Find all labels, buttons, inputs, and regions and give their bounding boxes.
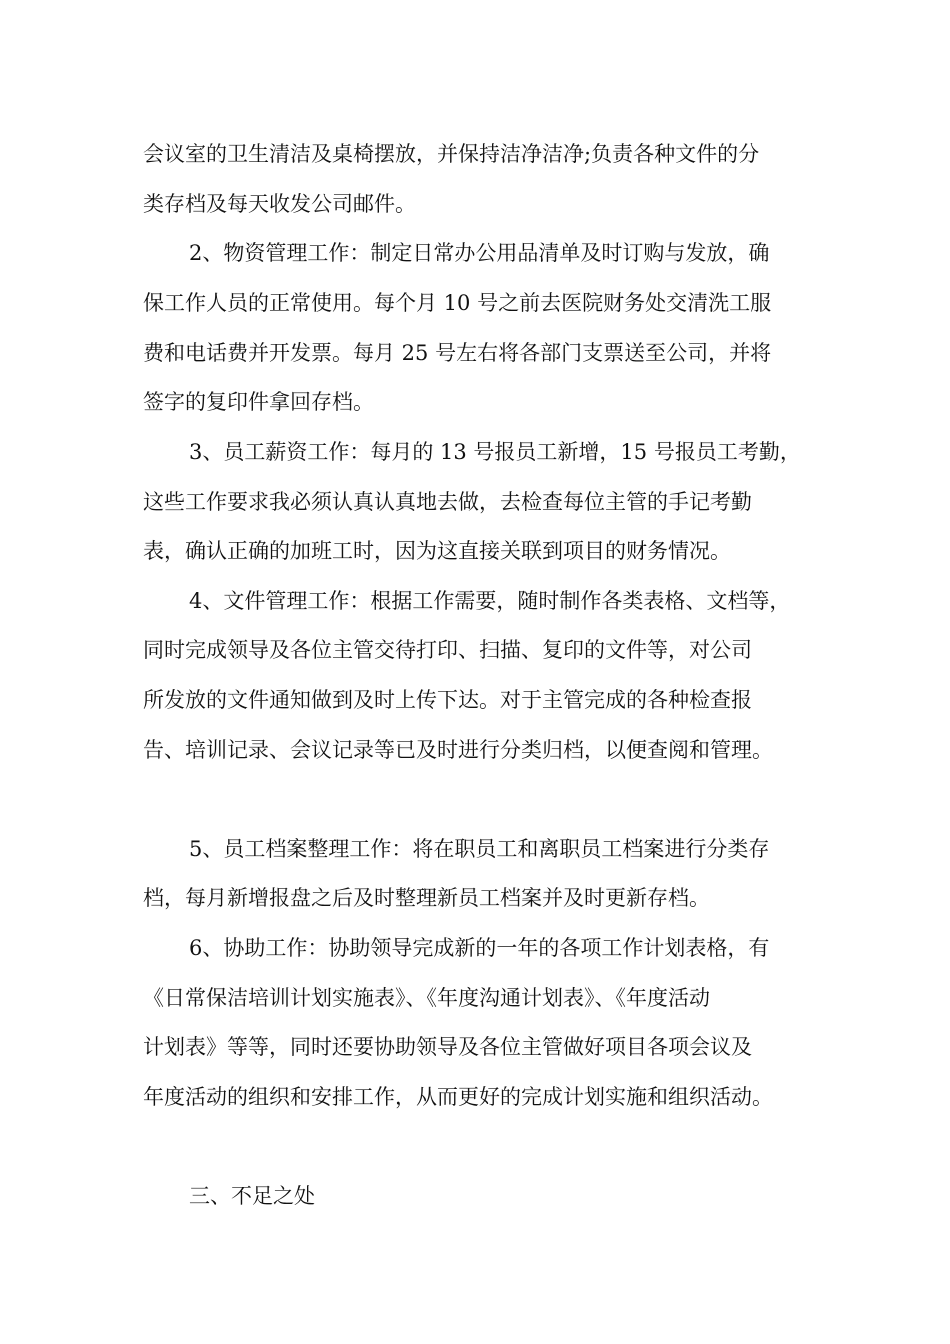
paragraph-4-line-1: 4、文件管理工作：根据工作需要，随时制作各类表格、文档等， bbox=[189, 589, 791, 613]
paragraph-3-line-2: 这些工作要求我必须认真认真地去做，去检查每位主管的手记考勤 bbox=[143, 490, 752, 514]
paragraph-3-line-1: 3、员工薪资工作：每月的 13 号报员工新增，15 号报员工考勤， bbox=[189, 440, 801, 464]
paragraph-4-line-2: 同时完成领导及各位主管交待打印、扫描、复印的文件等，对公司 bbox=[143, 638, 752, 662]
paragraph-1-line-1: 会议室的卫生清洁及桌椅摆放，并保持洁净洁净;负责各种文件的分 bbox=[143, 142, 760, 166]
paragraph-6-line-4: 年度活动的组织和安排工作，从而更好的完成计划实施和组织活动。 bbox=[143, 1085, 773, 1109]
paragraph-1-line-2: 类存档及每天收发公司邮件。 bbox=[143, 192, 416, 216]
paragraph-4-line-3: 所发放的文件通知做到及时上传下达。对于主管完成的各种检查报 bbox=[143, 688, 752, 712]
paragraph-6-line-3: 计划表》等等，同时还要协助领导及各位主管做好项目各项会议及 bbox=[143, 1035, 752, 1059]
paragraph-3-line-3: 表，确认正确的加班工时，因为这直接关联到项目的财务情况。 bbox=[143, 539, 731, 563]
paragraph-6-line-2: 《日常保洁培训计划实施表》、《年度沟通计划表》、《年度活动 bbox=[143, 986, 710, 1010]
paragraph-2-line-2: 保工作人员的正常使用。每个月 10 号之前去医院财务处交清洗工服 bbox=[143, 291, 772, 315]
paragraph-4-line-4: 告、培训记录、会议记录等已及时进行分类归档，以便查阅和管理。 bbox=[143, 738, 773, 762]
paragraph-2-line-1: 2、物资管理工作：制定日常办公用品清单及时订购与发放，确 bbox=[189, 241, 770, 265]
paragraph-5-line-1: 5、员工档案整理工作：将在职员工和离职员工档案进行分类存 bbox=[189, 837, 770, 861]
paragraph-6-line-1: 6、协助工作：协助领导完成新的一年的各项工作计划表格，有 bbox=[189, 936, 770, 960]
paragraph-2-line-4: 签字的复印件拿回存档。 bbox=[143, 390, 374, 414]
paragraph-2-line-3: 费和电话费并开发票。每月 25 号左右将各部门支票送至公司，并将 bbox=[143, 341, 772, 365]
paragraph-5-line-2: 档，每月新增报盘之后及时整理新员工档案并及时更新存档。 bbox=[143, 886, 710, 910]
section-heading: 三、不足之处 bbox=[189, 1184, 315, 1208]
